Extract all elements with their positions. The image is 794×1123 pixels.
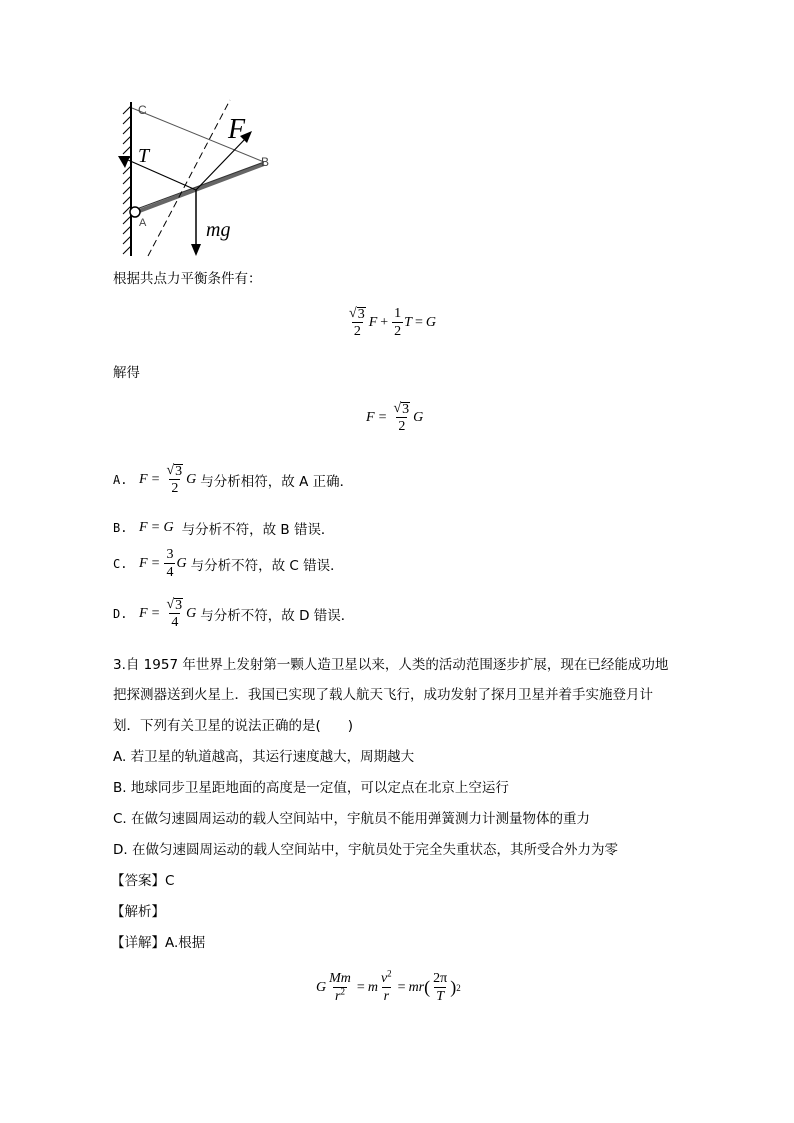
- question3-line2: 把探测器送到火星上．我国已实现了载人航天飞行，成功发射了探月卫星并着手实施登月计: [113, 687, 653, 703]
- solve-label: 解得: [113, 365, 140, 381]
- option-c: C. F = $\frac{3}{4}$ G 与分析不符，故 C 错误．: [113, 547, 344, 580]
- equation-balance: √ 3 2 F + $\frac{1}{2}$ T = G: [349, 306, 436, 339]
- choice-d: D. 在做匀速圆周运动的载人空间站中，宇航员处于完全失重状态，其所受合外力为零: [113, 842, 618, 858]
- detail-line: 【详解】A.根据: [111, 935, 206, 951]
- answer-line: 【答案】C: [111, 873, 175, 889]
- equation-result: F = √ 3 2 G: [366, 401, 424, 434]
- option-a: A. F = √ 3 2 G 与分析相符，故 A 正确．: [113, 463, 354, 496]
- label-t: T: [138, 145, 150, 167]
- analysis-header: 【解析】: [111, 904, 165, 920]
- equilibrium-intro: 根据共点力平衡条件有：: [113, 271, 262, 287]
- label-a: A: [139, 217, 147, 229]
- label-f: F: [228, 114, 246, 145]
- choice-a: A. 若卫星的轨道越高，其运行速度越大，周期越大: [113, 749, 415, 765]
- equation-gravitation: G $\frac{Mm}{r^2}$ = m $\frac{v^2}{r}$ = mr ( $\frac{2\pi}{T}$ ) 2: [316, 968, 461, 1004]
- hinge: [130, 207, 140, 217]
- question3-line3: 划．下列有关卫星的说法正确的是( ): [113, 718, 354, 734]
- choice-c: C. 在做匀速圆周运动的载人空间站中，宇航员不能用弹簧测力计测量物体的重力: [113, 811, 591, 827]
- gravity-arrow: [191, 244, 201, 256]
- option-d: D. F = √ 3 4 G 与分析不符，故 D 错误．: [113, 597, 355, 630]
- label-c: C: [138, 103, 147, 117]
- option-b: B. F = G 与分析不符，故 B 错误．: [113, 520, 335, 538]
- question3-line1: 3.自 1957 年世界上发射第一颗人造卫星以来，人类的活动范围逐步扩展，现在已经能成功地: [113, 657, 669, 673]
- force-diagram: [112, 96, 288, 260]
- choice-b: B. 地球同步卫星距地面的高度是一定值，可以定点在北京上空运行: [113, 780, 509, 796]
- tension-arrow: [118, 156, 130, 168]
- label-mg: mg: [206, 219, 231, 241]
- label-b: B: [261, 155, 270, 169]
